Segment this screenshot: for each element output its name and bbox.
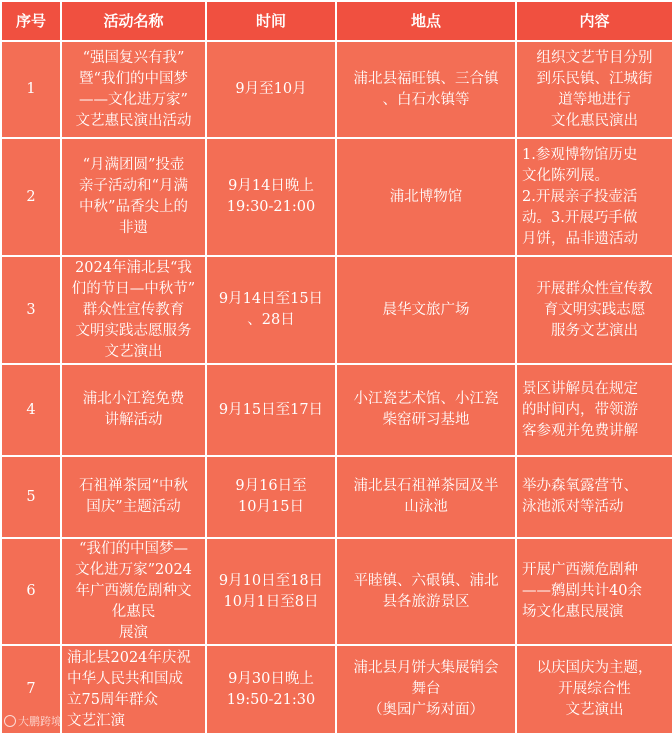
cell-place: 浦北县月饼大集展销会 舞台 （奥园广场对面）: [336, 645, 516, 734]
cell-activity-name: “我们的中国梦— 文化进万家”2024 年广西濒危剧种文 化惠民 展演: [61, 538, 206, 645]
cell-content: 1.参观博物馆历史 文化陈列展。 2.开展亲子投壶活 动。3.开展巧手做 月饼，品非遗活动: [516, 138, 672, 256]
cell-content: 组织文艺节目分别 到乐民镇、江城街 道等地进行 文化惠民演出: [516, 41, 672, 138]
header-activity-name: 活动名称: [61, 1, 206, 41]
cell-index: 1: [1, 41, 61, 138]
cell-content: 开展群众性宣传教 育文明实践志愿 服务文艺演出: [516, 256, 672, 364]
header-index: 序号: [1, 1, 61, 41]
table-row: [1, 138, 672, 256]
cell-index: 7: [1, 645, 61, 734]
table-row: [1, 256, 672, 364]
cell-activity-name: 浦北小江瓷免费 讲解活动: [61, 364, 206, 456]
watermark-text: 大鹏跨境: [18, 715, 62, 728]
cell-place: 晨华文旅广场: [336, 256, 516, 364]
cell-place: 平睦镇、六硍镇、浦北 县各旅游景区: [336, 538, 516, 645]
table-row: [1, 364, 672, 456]
cell-content: 以庆国庆为主题， 开展综合性 文艺演出: [516, 645, 672, 734]
cell-time: 9月16日至 10月15日: [206, 456, 336, 538]
cell-place: 浦北博物馆: [336, 138, 516, 256]
cell-place: 浦北县石祖禅茶园及半 山泳池: [336, 456, 516, 538]
table-header-row: [1, 1, 672, 41]
header-place: 地点: [336, 1, 516, 41]
cell-time: 9月至10月: [206, 41, 336, 138]
cell-time: 9月15日至17日: [206, 364, 336, 456]
table-row: [1, 41, 672, 138]
table-row: [1, 538, 672, 645]
cell-activity-name: 浦北县2024年庆祝 中华人民共和国成 立75周年群众 文艺汇演: [61, 645, 206, 734]
header-content: 内容: [516, 1, 672, 41]
cell-content: 开展广西濒危剧种 ——鹩剧共计40余 场文化惠民展演: [516, 538, 672, 645]
cell-activity-name: 石祖禅茶园“中秋 国庆”主题活动: [61, 456, 206, 538]
cell-activity-name: “月满团圆”投壶 亲子活动和“月满 中秋”品香尖上的 非遗: [61, 138, 206, 256]
cell-place: 小江瓷艺术馆、小江瓷 柴窑研习基地: [336, 364, 516, 456]
cell-index: 5: [1, 456, 61, 538]
cell-content: 景区讲解员在规定 的时间内，带领游 客参观并免费讲解: [516, 364, 672, 456]
cell-time: 9月14日晚上 19:30-21:00: [206, 138, 336, 256]
cell-place: 浦北县福旺镇、三合镇 、白石水镇等: [336, 41, 516, 138]
watermark: [4, 713, 62, 729]
header-time: 时间: [206, 1, 336, 41]
cell-index: 4: [1, 364, 61, 456]
table-row: [1, 456, 672, 538]
cell-time: 9月10日至18日 10月1日至8日: [206, 538, 336, 645]
cell-index: 6: [1, 538, 61, 645]
table-row: [1, 645, 672, 734]
cell-index: 2: [1, 138, 61, 256]
cell-activity-name: 2024年浦北县“我 们的节日—中秋节” 群众性宣传教育 文明实践志愿服务 文艺演出: [61, 256, 206, 364]
cell-content: 举办森氧露营节、 泳池派对等活动: [516, 456, 672, 538]
cell-time: 9月30日晚上 19:50-21:30: [206, 645, 336, 734]
cell-activity-name: “强国复兴有我” 暨“我们的中国梦 ——文化进万家” 文艺惠民演出活动: [61, 41, 206, 138]
cell-index: 3: [1, 256, 61, 364]
watermark-logo-icon: [4, 715, 16, 727]
cell-time: 9月14日至15日 、28日: [206, 256, 336, 364]
